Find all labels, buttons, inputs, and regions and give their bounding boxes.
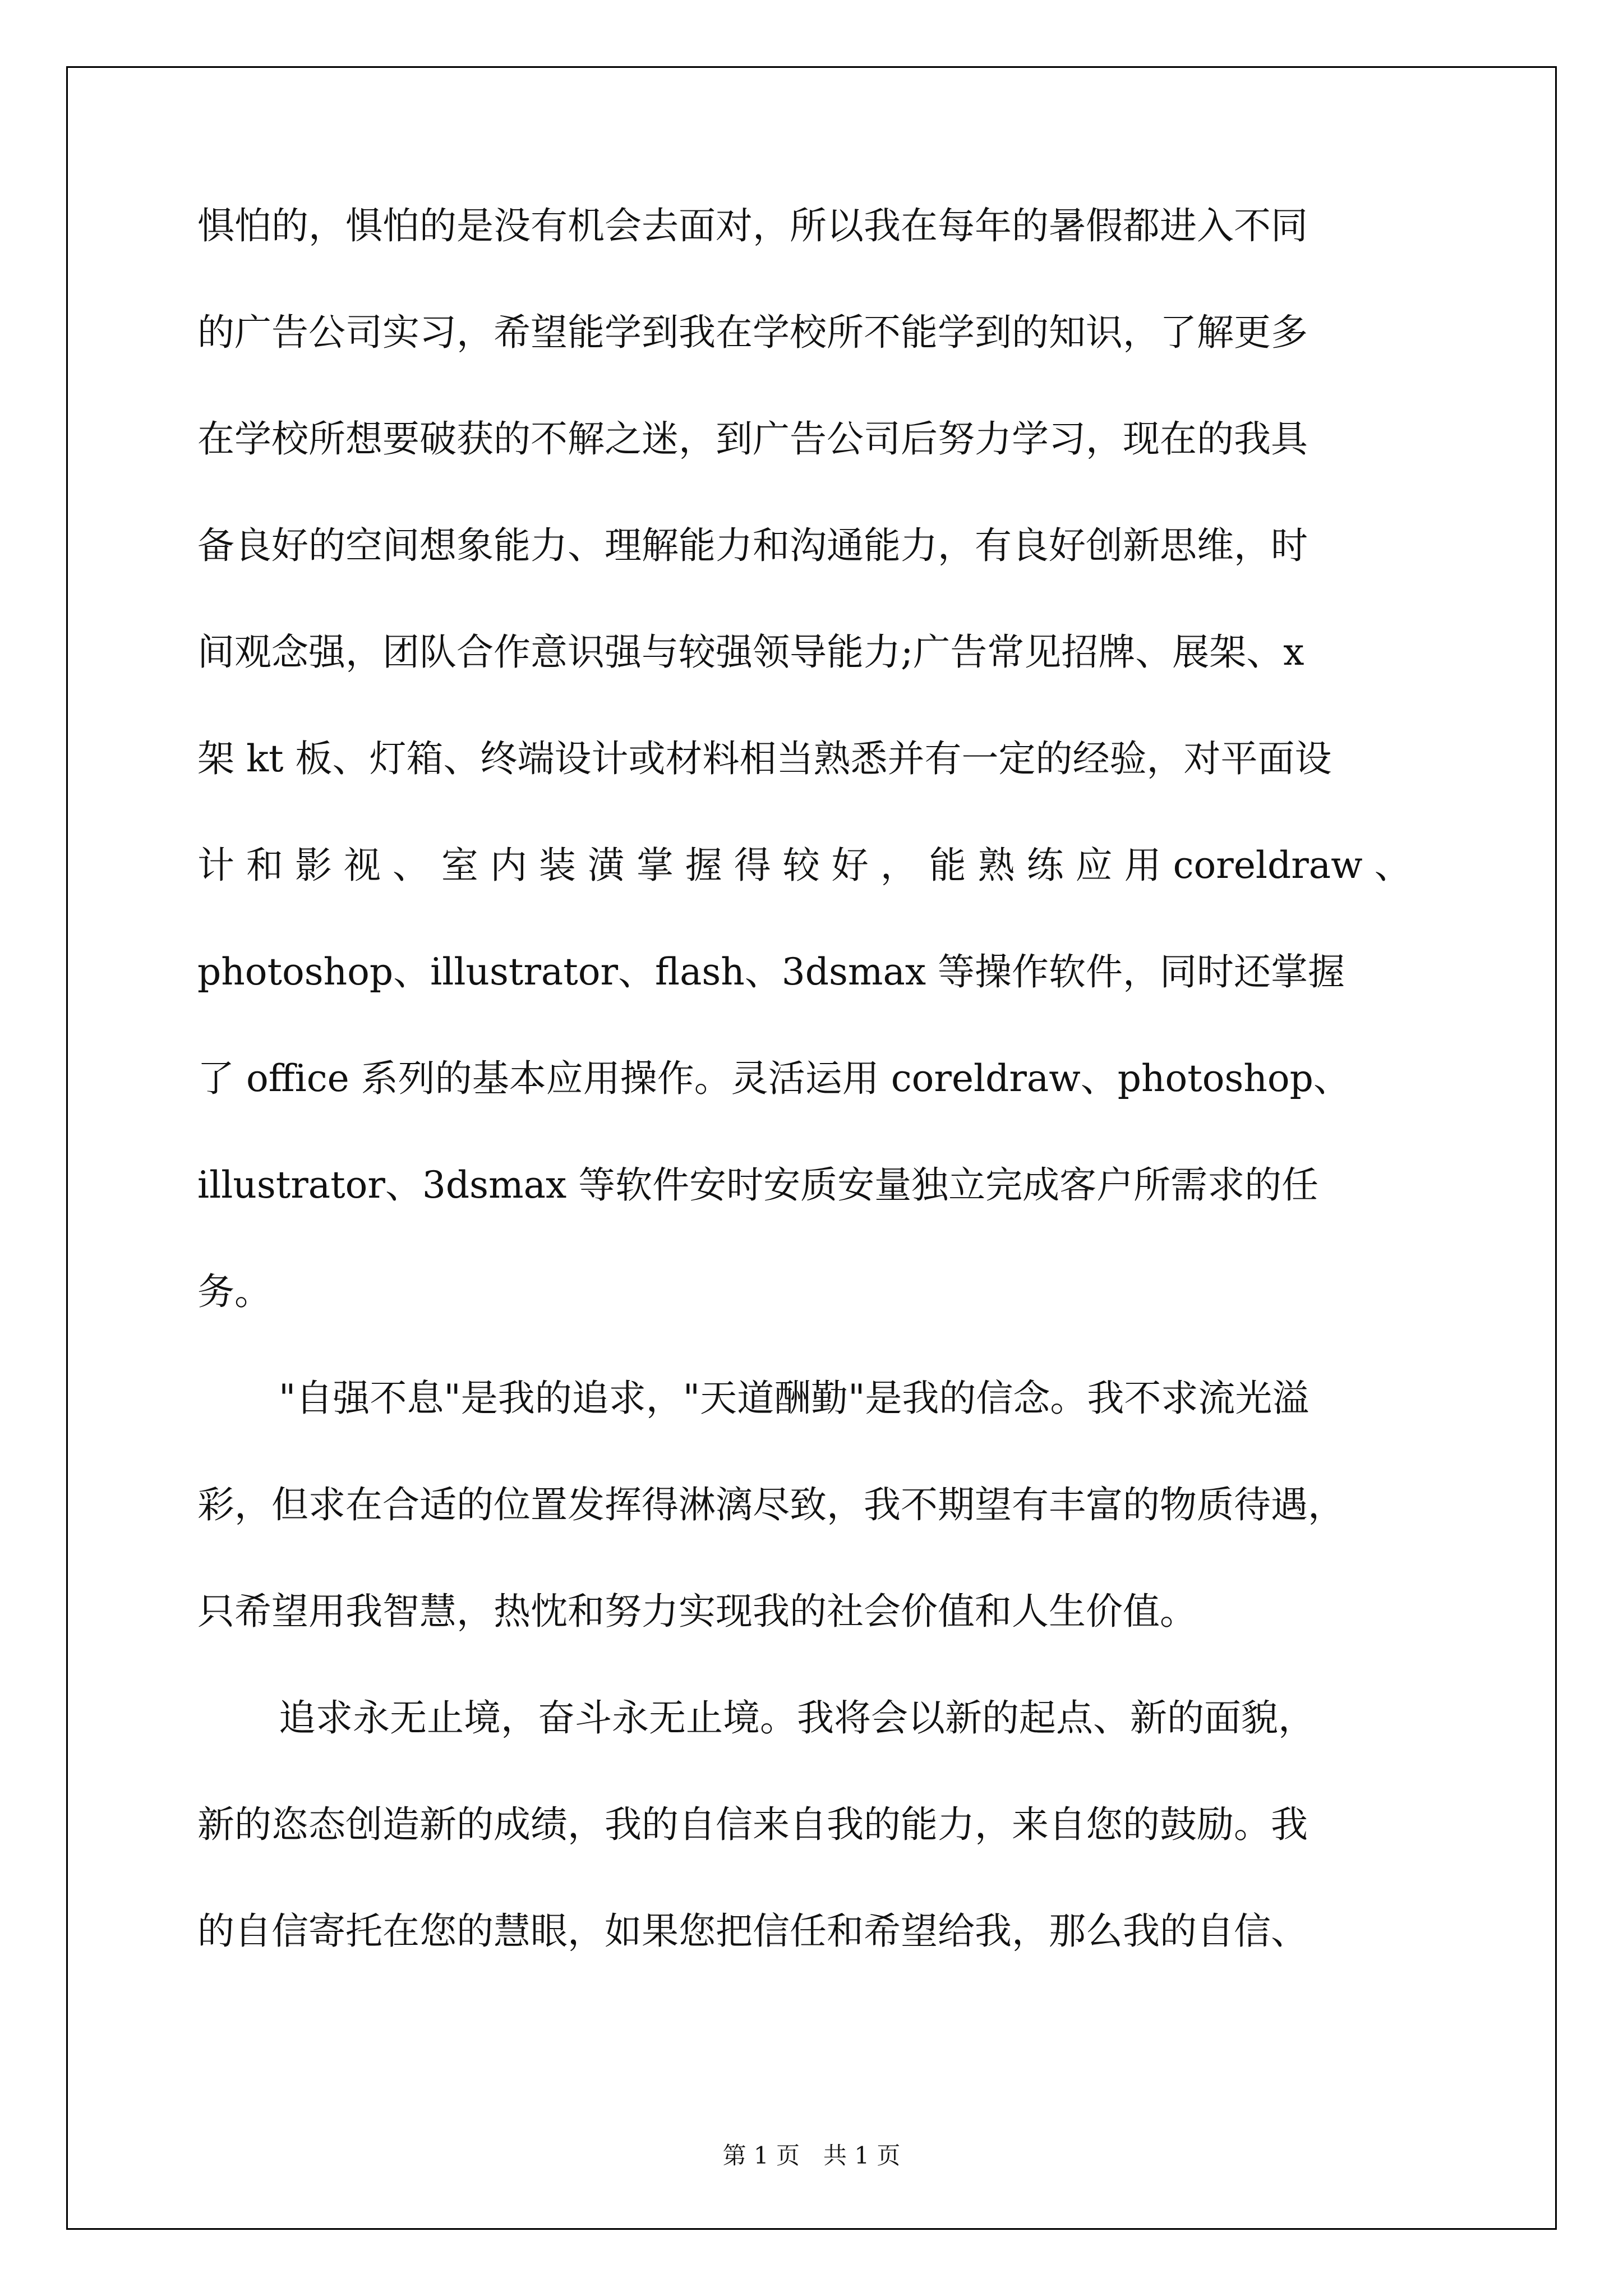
- text-line: 间观念强，团队合作意识强与较强领导能力;广告常见招牌、展架、x: [197, 631, 1304, 674]
- text-line: 备良好的空间想象能力、理解能力和沟通能力，有良好创新思维，时: [197, 524, 1308, 567]
- text-line: 了 office 系列的基本应用操作。灵活运用 coreldraw、photoshop、: [197, 1057, 1350, 1100]
- text-line: 追求永无止境，奋斗永无止境。我将会以新的起点、新的面貌，: [279, 1696, 1315, 1740]
- text-line: 架 kt 板、灯箱、终端设计或材料相当熟悉并有一定的经验，对平面设: [197, 737, 1332, 780]
- text-line: 彩，但求在合适的位置发挥得淋漓尽致，我不期望有丰富的物质待遇，: [197, 1483, 1345, 1526]
- text-line: 的自信寄托在您的慧眼，如果您把信任和希望给我，那么我的自信、: [197, 1910, 1308, 1953]
- text-line: 计 和 影 视 、 室 内 装 潢 掌 握 得 较 好 ， 能 熟 练 应 用 coreldraw 、: [197, 844, 1412, 887]
- page-footer: 第 1 页 共 1 页: [722, 2142, 901, 2169]
- text-line: 新的恣态创造新的成绩，我的自信来自我的能力，来自您的鼓励。我: [197, 1803, 1308, 1846]
- text-line: 只希望用我智慧，热忱和努力实现我的社会价值和人生价值。: [197, 1590, 1197, 1633]
- text-line: 的广告公司实习，希望能学到我在学校所不能学到的知识，了解更多: [197, 311, 1308, 354]
- text-line: 务。: [197, 1270, 271, 1313]
- text-line: 在学校所想要破获的不解之迷，到广告公司后努力学习，现在的我具: [197, 417, 1308, 461]
- text-line: "自强不息"是我的追求，"天道酬勤"是我的信念。我不求流光溢: [279, 1377, 1310, 1420]
- text-line: 惧怕的，惧怕的是没有机会去面对，所以我在每年的暑假都进入不同: [197, 204, 1308, 247]
- text-line: illustrator、3dsmax 等软件安时安质安量独立完成客户所需求的任: [197, 1163, 1319, 1207]
- text-line: photoshop、illustrator、flash、3dsmax 等操作软件，同时还掌握: [197, 950, 1345, 993]
- page-border: [66, 66, 1557, 2230]
